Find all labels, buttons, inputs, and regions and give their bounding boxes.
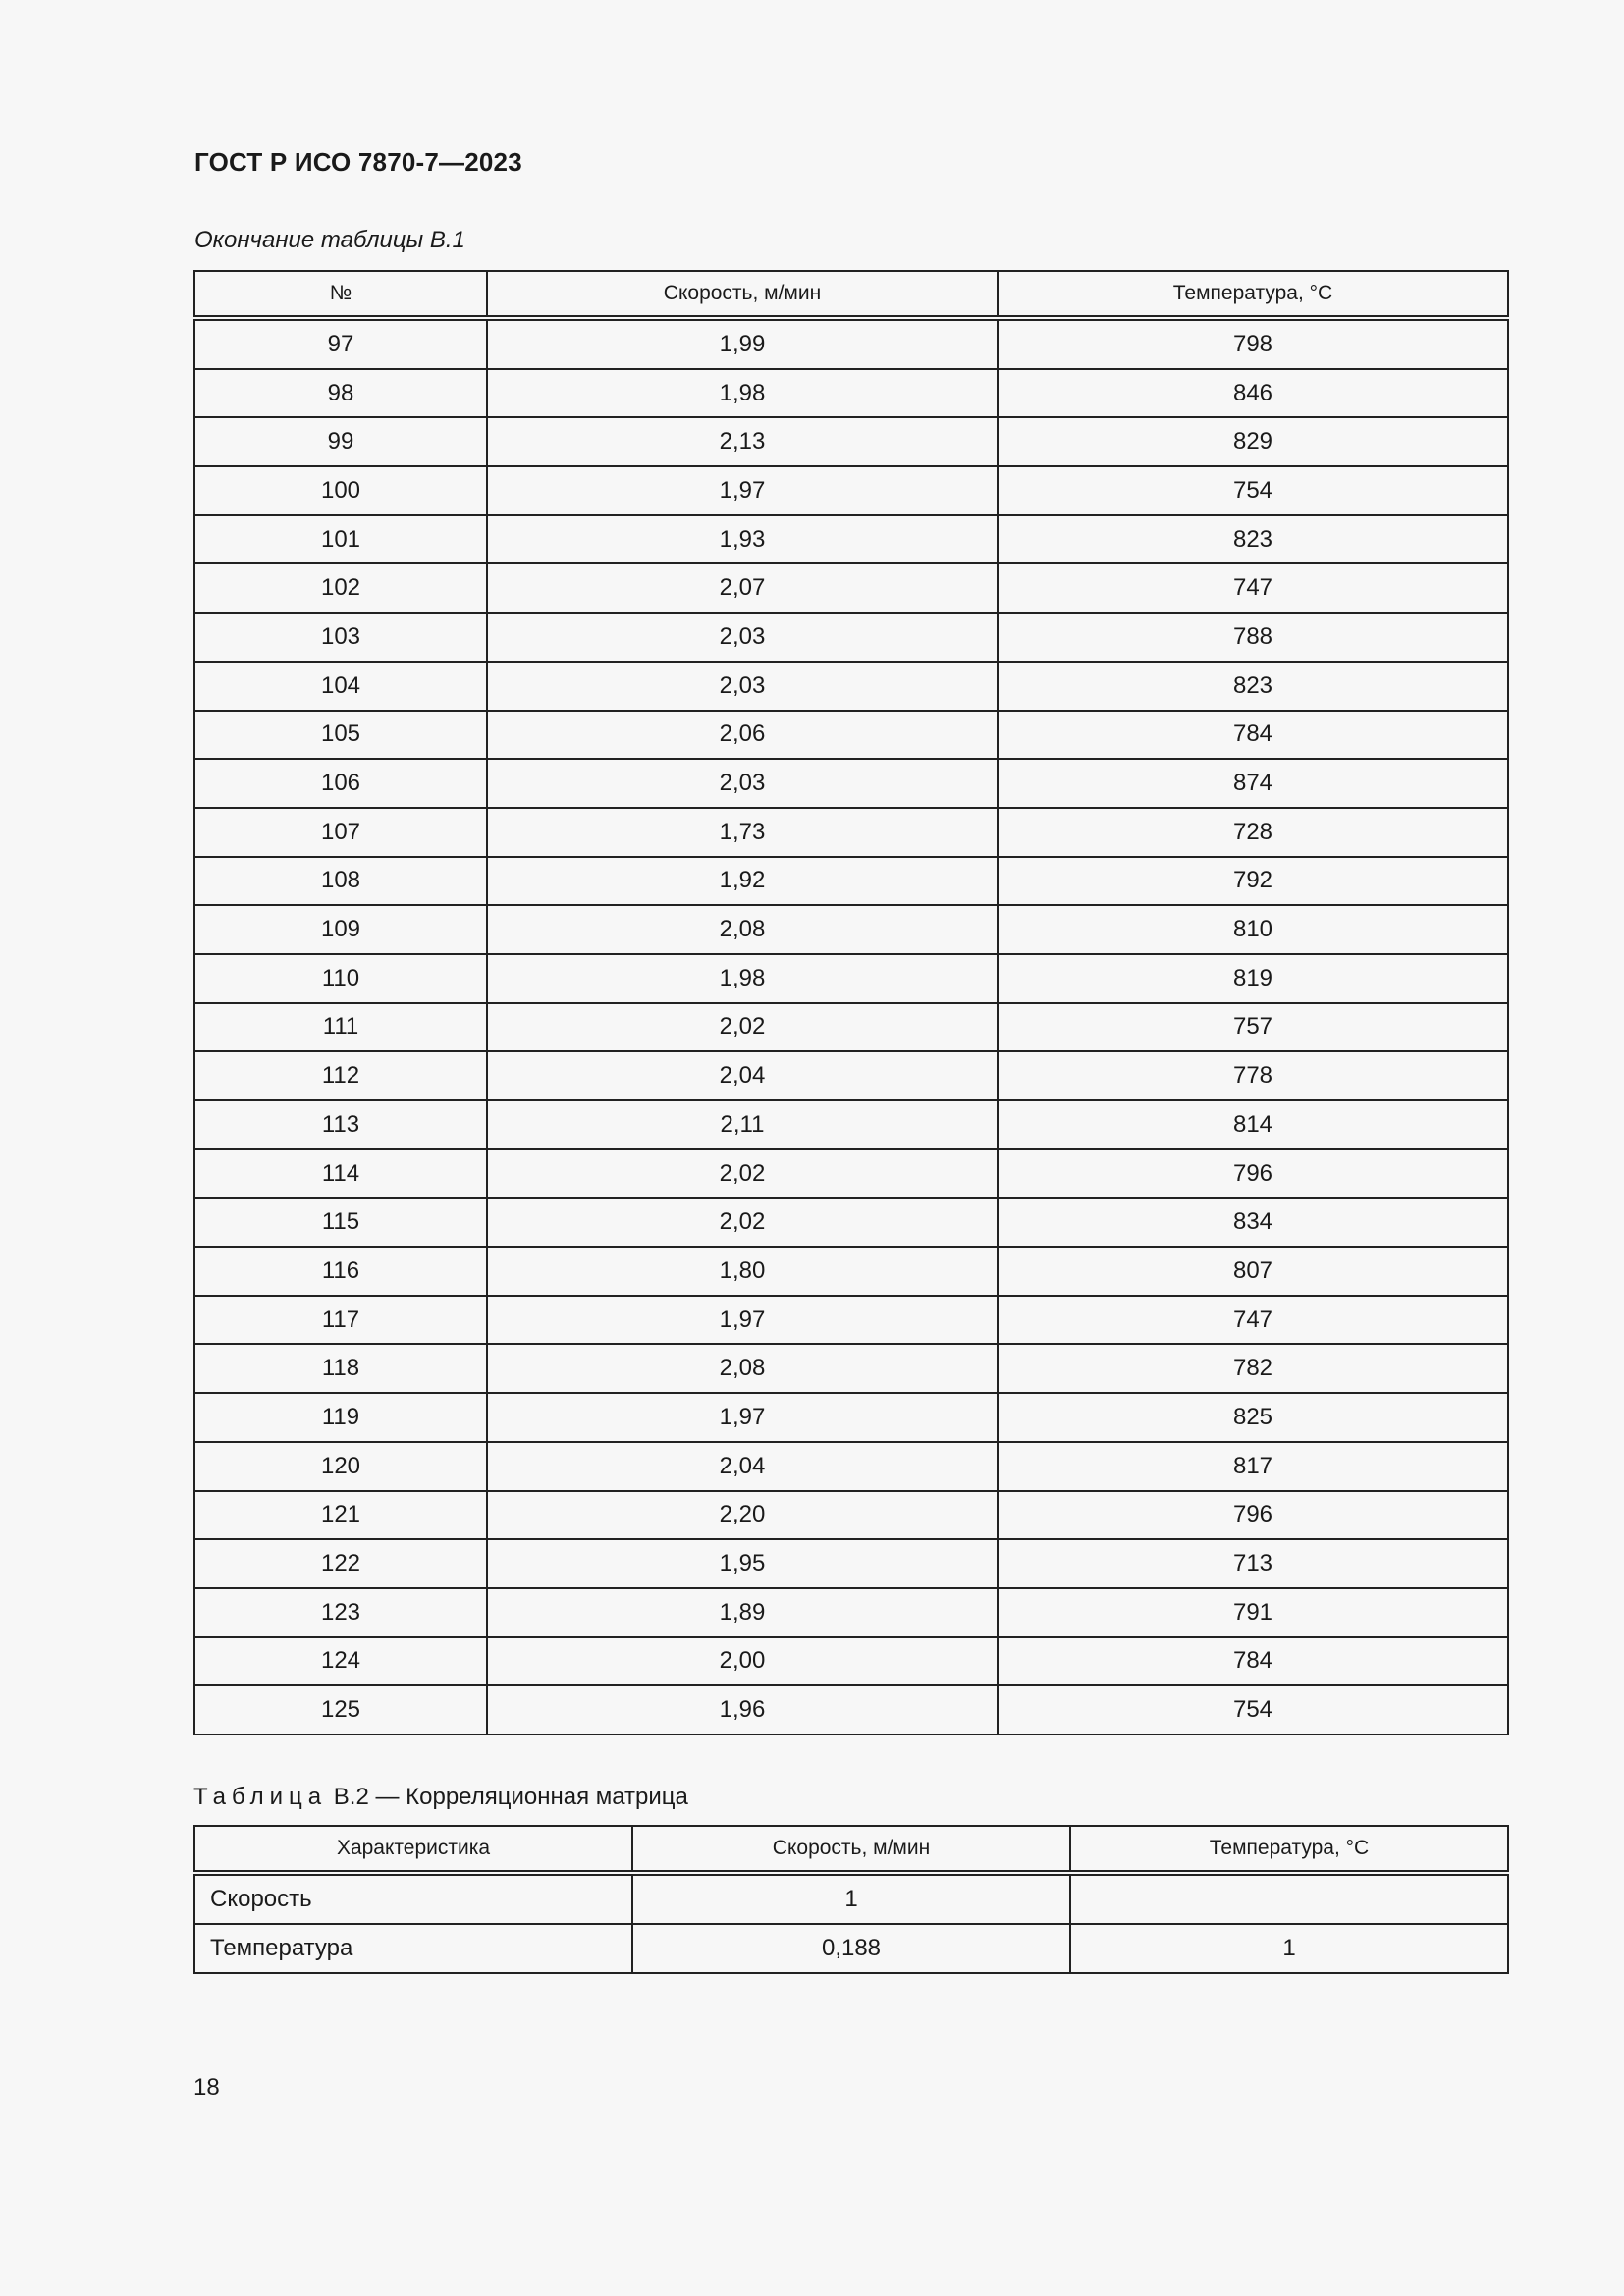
cell-temperature: 798 [998, 318, 1508, 369]
cell-number: 120 [194, 1442, 487, 1491]
cell-temperature: 778 [998, 1051, 1508, 1100]
cell-speed: 1,80 [487, 1247, 998, 1296]
table-header-row [194, 1826, 1508, 1873]
table-row [194, 1442, 1508, 1491]
cell-temperature: 834 [998, 1198, 1508, 1247]
cell-temperature: 754 [998, 466, 1508, 515]
cell-number: 98 [194, 369, 487, 418]
cell-number: 99 [194, 417, 487, 466]
page-number: 18 [193, 2074, 220, 2101]
cell-speed-correlation: 0,188 [632, 1924, 1070, 1973]
column-header-speed: Скорость, м/мин [487, 271, 998, 318]
table2-caption [193, 1784, 688, 1811]
cell-temperature: 807 [998, 1247, 1508, 1296]
table-row [194, 1539, 1508, 1588]
cell-number: 106 [194, 759, 487, 808]
cell-number: 117 [194, 1296, 487, 1345]
cell-temperature: 846 [998, 369, 1508, 418]
table-row [194, 1149, 1508, 1199]
table2-body [194, 1873, 1508, 1973]
table-row [194, 1588, 1508, 1637]
table-row [194, 466, 1508, 515]
cell-number: 110 [194, 954, 487, 1003]
cell-speed: 1,93 [487, 515, 998, 564]
cell-speed: 2,00 [487, 1637, 998, 1686]
table-row [194, 1873, 1508, 1924]
table-row [194, 759, 1508, 808]
cell-characteristic: Скорость [194, 1873, 632, 1924]
cell-temperature: 747 [998, 1296, 1508, 1345]
cell-temperature: 792 [998, 857, 1508, 906]
table-row [194, 857, 1508, 906]
cell-number: 97 [194, 318, 487, 369]
table-row [194, 1924, 1508, 1973]
cell-speed: 2,06 [487, 711, 998, 760]
table-row [194, 1685, 1508, 1735]
column-header-number: № [194, 271, 487, 318]
cell-temperature: 823 [998, 662, 1508, 711]
cell-speed: 1,73 [487, 808, 998, 857]
cell-number: 119 [194, 1393, 487, 1442]
cell-speed: 1,92 [487, 857, 998, 906]
cell-speed: 2,03 [487, 759, 998, 808]
cell-temperature: 819 [998, 954, 1508, 1003]
table-header-row [194, 271, 1508, 318]
table-row [194, 1051, 1508, 1100]
cell-speed: 1,97 [487, 1296, 998, 1345]
data-table-b1 [193, 270, 1509, 1735]
table1-body [194, 318, 1508, 1735]
cell-temperature: 817 [998, 1442, 1508, 1491]
cell-temperature-correlation [1070, 1873, 1508, 1924]
cell-number: 121 [194, 1491, 487, 1540]
table-row [194, 954, 1508, 1003]
cell-speed: 1,89 [487, 1588, 998, 1637]
table1-caption: Окончание таблицы В.1 [194, 227, 465, 253]
cell-temperature: 747 [998, 563, 1508, 613]
cell-temperature: 874 [998, 759, 1508, 808]
cell-number: 125 [194, 1685, 487, 1735]
cell-speed: 2,13 [487, 417, 998, 466]
table-row [194, 1198, 1508, 1247]
cell-number: 103 [194, 613, 487, 662]
cell-temperature: 791 [998, 1588, 1508, 1637]
cell-speed: 1,98 [487, 369, 998, 418]
cell-temperature: 784 [998, 711, 1508, 760]
cell-speed: 2,02 [487, 1003, 998, 1052]
table-row [194, 1637, 1508, 1686]
table-row [194, 1100, 1508, 1149]
cell-number: 102 [194, 563, 487, 613]
cell-temperature: 814 [998, 1100, 1508, 1149]
cell-speed: 2,03 [487, 662, 998, 711]
cell-temperature: 782 [998, 1344, 1508, 1393]
table2-caption-text: В.2 — Корреляционная матрица [333, 1784, 688, 1810]
cell-speed: 2,04 [487, 1442, 998, 1491]
cell-number: 115 [194, 1198, 487, 1247]
table-row [194, 1247, 1508, 1296]
cell-temperature: 784 [998, 1637, 1508, 1686]
table2-caption-label: Таблица [193, 1784, 328, 1810]
table-row [194, 417, 1508, 466]
table-row [194, 1344, 1508, 1393]
cell-speed: 2,07 [487, 563, 998, 613]
cell-temperature: 829 [998, 417, 1508, 466]
cell-number: 108 [194, 857, 487, 906]
table-row [194, 613, 1508, 662]
column-header-temperature: Температура, °С [998, 271, 1508, 318]
cell-number: 107 [194, 808, 487, 857]
cell-speed: 2,02 [487, 1198, 998, 1247]
cell-number: 114 [194, 1149, 487, 1199]
cell-number: 116 [194, 1247, 487, 1296]
cell-temperature: 713 [998, 1539, 1508, 1588]
table-row [194, 662, 1508, 711]
cell-speed: 2,20 [487, 1491, 998, 1540]
cell-speed: 2,08 [487, 1344, 998, 1393]
table-row [194, 1491, 1508, 1540]
cell-number: 123 [194, 1588, 487, 1637]
column-header-speed: Скорость, м/мин [632, 1826, 1070, 1873]
cell-temperature: 810 [998, 905, 1508, 954]
table-row [194, 1003, 1508, 1052]
cell-speed: 2,08 [487, 905, 998, 954]
cell-temperature: 823 [998, 515, 1508, 564]
cell-number: 105 [194, 711, 487, 760]
table-row [194, 1296, 1508, 1345]
cell-number: 101 [194, 515, 487, 564]
cell-characteristic: Температура [194, 1924, 632, 1973]
cell-temperature: 788 [998, 613, 1508, 662]
cell-temperature: 796 [998, 1491, 1508, 1540]
cell-speed: 2,02 [487, 1149, 998, 1199]
cell-speed: 1,97 [487, 466, 998, 515]
cell-number: 113 [194, 1100, 487, 1149]
cell-number: 104 [194, 662, 487, 711]
cell-number: 118 [194, 1344, 487, 1393]
cell-temperature: 728 [998, 808, 1508, 857]
cell-speed: 2,04 [487, 1051, 998, 1100]
table-row [194, 369, 1508, 418]
cell-number: 111 [194, 1003, 487, 1052]
table-row [194, 1393, 1508, 1442]
cell-temperature: 796 [998, 1149, 1508, 1199]
table-row [194, 563, 1508, 613]
cell-speed: 1,99 [487, 318, 998, 369]
table-row [194, 711, 1508, 760]
cell-speed: 1,98 [487, 954, 998, 1003]
cell-number: 122 [194, 1539, 487, 1588]
cell-number: 109 [194, 905, 487, 954]
column-header-temperature: Температура, °С [1070, 1826, 1508, 1873]
document-header-title: ГОСТ Р ИСО 7870-7—2023 [194, 147, 522, 177]
cell-temperature: 757 [998, 1003, 1508, 1052]
correlation-matrix-table [193, 1825, 1509, 1974]
cell-speed: 2,11 [487, 1100, 998, 1149]
cell-temperature: 754 [998, 1685, 1508, 1735]
cell-speed: 2,03 [487, 613, 998, 662]
cell-temperature: 825 [998, 1393, 1508, 1442]
cell-speed: 1,96 [487, 1685, 998, 1735]
table-row [194, 318, 1508, 369]
cell-speed: 1,95 [487, 1539, 998, 1588]
cell-number: 112 [194, 1051, 487, 1100]
table-row [194, 905, 1508, 954]
cell-speed: 1,97 [487, 1393, 998, 1442]
table-row [194, 515, 1508, 564]
cell-number: 100 [194, 466, 487, 515]
column-header-characteristic: Характеристика [194, 1826, 632, 1873]
cell-number: 124 [194, 1637, 487, 1686]
table-row [194, 808, 1508, 857]
cell-speed-correlation: 1 [632, 1873, 1070, 1924]
cell-temperature-correlation: 1 [1070, 1924, 1508, 1973]
